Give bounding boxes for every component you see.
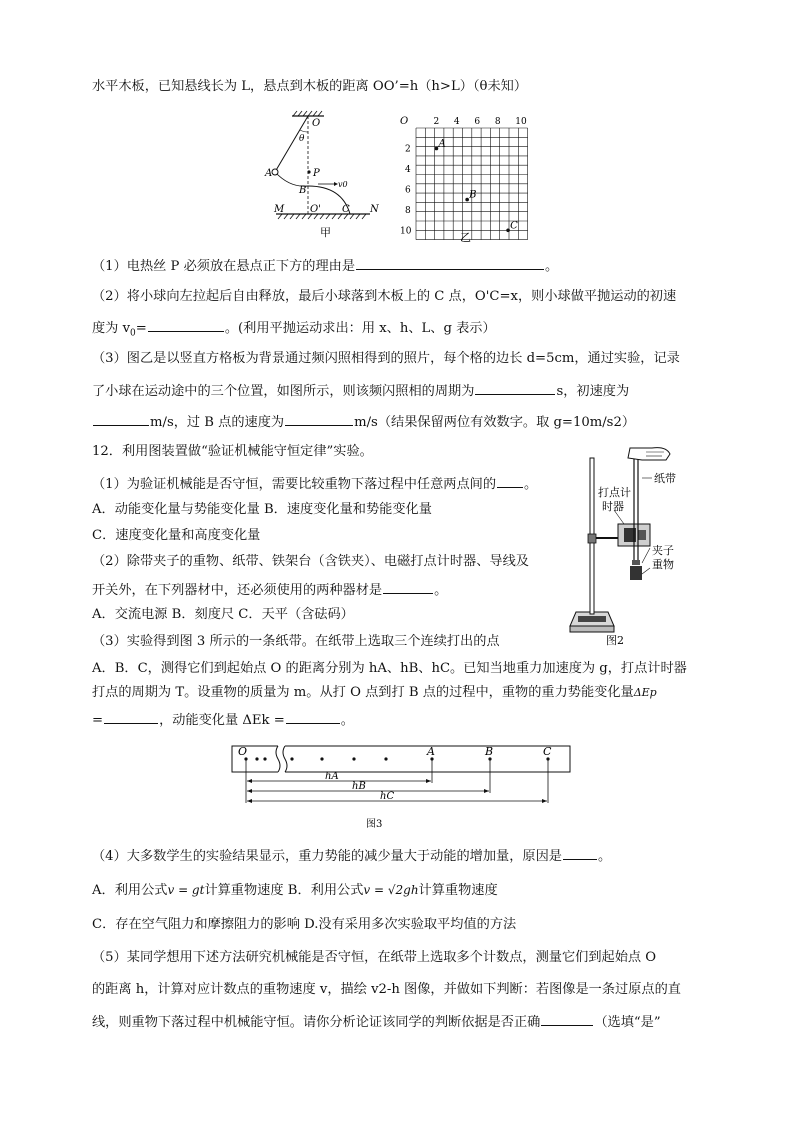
label-B: B [299, 185, 307, 196]
label-A: A [265, 168, 273, 179]
label-clip: 夹子 [652, 544, 674, 557]
q12-part5-line3: 线，则重物下落过程中机械能守恒。请你分析论证该同学的判断依据是否正确 （选填“是” [92, 1012, 661, 1032]
q11-part3-line3: m/s，过 B 点的速度为 m/s（结果保留两位有效数字。取 g=10m/s2） [92, 412, 635, 432]
label-P: P [313, 168, 320, 179]
x-tick-label: 6 [474, 117, 481, 127]
q12-title: 12．利用图装置做“验证机械能守恒定律”实验。 [92, 444, 373, 459]
label-O2: O' [310, 204, 321, 215]
y-tick-label: 2 [405, 144, 411, 155]
dim-label-hB: hB [352, 781, 366, 792]
intro-line: 水平木板，已知悬线长为 L，悬点到木板的距离 OO’=h（h>L）（θ未知） [92, 79, 528, 94]
point-label-C: C [510, 220, 518, 232]
q12-part4: （4）大多数学生的实验结果显示，重力势能的减少量大于动能的增加量，原因是 。 [92, 846, 611, 866]
label-timer-1: 打点计 [598, 486, 631, 499]
q12-part4-opt2: C．存在空气阻力和摩擦阻力的影响 D.没有采用多次实验取平均值的方法 [92, 917, 517, 932]
label-theta: θ [299, 134, 305, 144]
answer-blank-period[interactable] [475, 381, 555, 395]
q12-part1: （1）为验证机械能是否守恒，需要比较重物下落过程中任意两点间的 。 [92, 474, 537, 494]
y-tick-label: 6 [405, 185, 411, 196]
caption-jia: 甲 [320, 226, 331, 239]
q11-part2-line2: 度为 $v_0=$ 。(利用平抛运动求出：用 x、h、L、g 表示） [92, 318, 496, 343]
q12-part5-line1: （5）某同学想用下述方法研究机械能是否守恒，在纸带上选取多个计数点，测量它们到起始点 O [92, 950, 657, 965]
tape-label-B: B [485, 745, 494, 758]
formula-v-gt: v = gt [167, 883, 205, 897]
tape-label-A: A [427, 745, 435, 758]
q11-part1: （1）电热丝 P 必须放在悬点正下方的理由是 。 [92, 256, 558, 276]
q12-part2-opts: A．交流电源 B．刻度尺 C．天平（含砝码） [92, 607, 354, 622]
answer-blank-q12-5[interactable] [541, 1012, 593, 1026]
answer-blank-dEp[interactable] [104, 710, 158, 724]
q11-part3-line1: （3）图乙是以竖直方格板为背景通过频闪照相得到的照片，每个格的边长 d=5cm，通过实验，记录 [92, 351, 680, 366]
label-v0: v0 [338, 180, 348, 189]
point-label-A: A [438, 138, 446, 150]
q12-part1-opt2: C．速度变化量和高度变化量 [92, 528, 261, 543]
q12-part5-line2: 的距离 h，计算对应计数点的重物速度 v，描绘 v2-h 图像，并做如下判断：若图像是一条过原点的直 [92, 982, 681, 997]
q12-part4-opt1: A．利用公式v = gt计算重物速度 B．利用公式v = √2gh计算重物速度 [92, 883, 498, 898]
q12-part3-line2: A．B．C，测得它们到起始点 O 的距离分别为 hA、hB、hC。已知当地重力加速度为 g，打点计时器 [92, 661, 687, 676]
answer-blank-q12-2[interactable] [383, 580, 433, 594]
x-tick-label: 8 [494, 117, 501, 127]
point-label-B: B [469, 189, 477, 201]
label-tape: 纸带 [654, 472, 676, 485]
label-N: N [370, 204, 379, 215]
x-tick-label: 10 [515, 117, 527, 127]
answer-blank-b-speed[interactable] [285, 412, 353, 426]
caption-fig3: 图3 [366, 819, 383, 830]
label-timer-2: 时器 [602, 500, 624, 513]
yi-origin-label: O [400, 116, 409, 127]
answer-blank-v0[interactable] [148, 318, 224, 332]
caption-fig2: 图2 [606, 634, 624, 647]
q12-part2-line1: （2）除带夹子的重物、纸带、铁架台（含铁夹）、电磁打点计时器、导线及 [92, 554, 529, 569]
answer-blank-initial-speed[interactable] [93, 412, 149, 426]
x-tick-label: 2 [433, 117, 440, 127]
tape-label-C: C [543, 745, 552, 758]
y-tick-label: 10 [400, 226, 412, 237]
tape-label-O: O [238, 745, 248, 758]
label-O: O [312, 118, 321, 129]
y-tick-label: 8 [405, 205, 411, 216]
dim-label-hA: hA [325, 771, 339, 782]
answer-blank-q12-1[interactable] [497, 474, 523, 488]
label-M: M [274, 204, 285, 215]
dim-label-hC: hC [380, 791, 395, 802]
x-tick-label: 4 [453, 117, 460, 127]
q11-part3-line2: 了小球在运动途中的三个位置，如图所示，则该频闪照相的周期为 s，初速度为 [92, 381, 629, 401]
label-weight: 重物 [652, 558, 674, 571]
q12-part1-opt1: A．动能变化量与势能变化量 B．速度变化量和势能变化量 [92, 502, 432, 517]
caption-yi: 乙 [460, 231, 471, 244]
answer-blank-dEk[interactable] [286, 710, 340, 724]
q12-part2-line2: 开关外，在下列器材中，还必须使用的两种器材是 。 [92, 580, 447, 600]
y-tick-label: 4 [405, 164, 411, 175]
answer-blank-p1[interactable] [356, 256, 544, 270]
figure-yi-grid [396, 110, 536, 245]
label-C: C [342, 204, 350, 215]
q12-part3-line3: 打点的周期为 T。设重物的质量为 m。从打 O 点到打 B 点的过程中，重物的重力势能变化量ΔEp [92, 685, 657, 700]
figure-2-apparatus [562, 440, 712, 650]
q12-part3-line1: （3）实验得到图 3 所示的一条纸带。在纸带上选取三个连续打出的点 [92, 634, 500, 649]
formula-v-sqrt2gh: v = √2gh [363, 883, 419, 897]
q11-part2-line1: （2）将小球向左拉起后自由释放，最后小球落到木板上的 C 点，O'C=x，则小球做平抛运动的初速 [92, 289, 677, 304]
q12-part3-line4: = ，动能变化量 ΔEk = 。 [92, 710, 354, 730]
answer-blank-q12-4[interactable] [563, 846, 597, 860]
figure-3-tape [230, 740, 575, 835]
figure-jia [262, 110, 392, 240]
